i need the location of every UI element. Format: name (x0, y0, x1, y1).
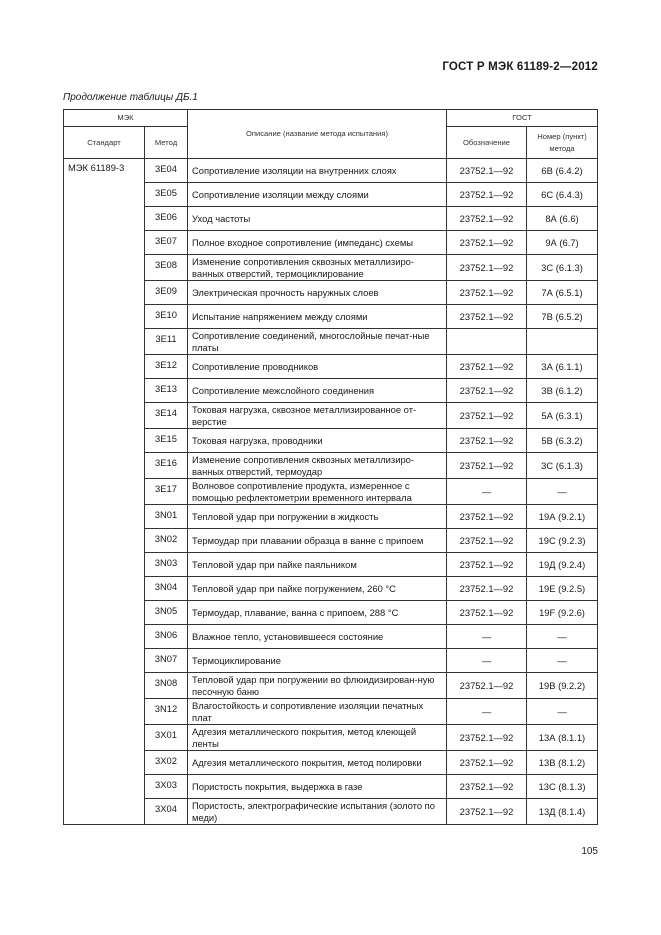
table-row (64, 553, 598, 577)
table-row (64, 775, 598, 799)
cell-designation: 23752.1—92 (447, 207, 527, 231)
cell-method-number: 7В (6.5.2) (527, 305, 598, 329)
cell-description: Сопротивление изоляции на внутренних слоях (188, 159, 447, 183)
cell-method: 3X04 (145, 799, 188, 825)
cell-designation: 23752.1—92 (447, 505, 527, 529)
cell-description: Тепловой удар при погружении в жидкость (188, 505, 447, 529)
cell-standard: МЭК 61189-3 (64, 159, 145, 825)
cell-designation: 23752.1—92 (447, 305, 527, 329)
cell-method-number: 3А (6.1.1) (527, 355, 598, 379)
cell-method-number: 13В (8.1.2) (527, 751, 598, 775)
cell-method: 3N12 (145, 699, 188, 725)
table-row (64, 159, 598, 183)
cell-method: 3E11 (145, 329, 188, 355)
cell-description: Влажное тепло, установившееся состояние (188, 625, 447, 649)
cell-method: 3N01 (145, 505, 188, 529)
cell-method-number: 6В (6.4.2) (527, 159, 598, 183)
cell-method-number: — (527, 699, 598, 725)
cell-method-number: 8А (6.6) (527, 207, 598, 231)
table-row (64, 529, 598, 553)
cell-method: 3X03 (145, 775, 188, 799)
cell-designation: 23752.1—92 (447, 183, 527, 207)
cell-designation: 23752.1—92 (447, 355, 527, 379)
table-row (64, 649, 598, 673)
cell-designation: — (447, 649, 527, 673)
cell-method: 3N02 (145, 529, 188, 553)
cell-method: 3X01 (145, 725, 188, 751)
cell-method-number: — (527, 649, 598, 673)
table-row (64, 207, 598, 231)
cell-method-number: 19В (9.2.2) (527, 673, 598, 699)
cell-designation: 23752.1—92 (447, 529, 527, 553)
page-number: 105 (581, 846, 598, 857)
table-body (64, 159, 598, 825)
cell-description: Токовая нагрузка, сквозное металлизированное от-верстие (188, 403, 447, 429)
cell-method-number: 6С (6.4.3) (527, 183, 598, 207)
cell-method: 3N04 (145, 577, 188, 601)
cell-description: Пористость, электрографические испытания (золото по меди) (188, 799, 447, 825)
cell-description: Сопротивление соединений, многослойные печат-ные платы (188, 329, 447, 355)
table-row (64, 601, 598, 625)
cell-method-number: 7А (6.5.1) (527, 281, 598, 305)
cell-description: Испытание напряжением между слоями (188, 305, 447, 329)
cell-designation: 23752.1—92 (447, 429, 527, 453)
header-method: Метод (145, 127, 188, 159)
cell-designation: 23752.1—92 (447, 775, 527, 799)
cell-method-number: 3С (6.1.3) (527, 255, 598, 281)
cell-method: 3E16 (145, 453, 188, 479)
cell-description: Сопротивление проводников (188, 355, 447, 379)
cell-designation: 23752.1—92 (447, 231, 527, 255)
cell-description: Тепловой удар при пайке погружением, 260 °С (188, 577, 447, 601)
table-row (64, 453, 598, 479)
cell-method: 3E12 (145, 355, 188, 379)
cell-method-number: 9А (6.7) (527, 231, 598, 255)
cell-method-number: 13Д (8.1.4) (527, 799, 598, 825)
cell-method: 3E14 (145, 403, 188, 429)
table-row (64, 577, 598, 601)
cell-method-number: — (527, 479, 598, 505)
header-designation: Обозначение (447, 127, 527, 159)
table-row (64, 479, 598, 505)
table-row (64, 403, 598, 429)
cell-method-number: 3С (6.1.3) (527, 453, 598, 479)
cell-designation (447, 329, 527, 355)
cell-method-number (527, 329, 598, 355)
cell-method: 3N03 (145, 553, 188, 577)
table-row (64, 673, 598, 699)
cell-description: Тепловой удар при пайке паяльником (188, 553, 447, 577)
table-row (64, 429, 598, 453)
cell-method: 3E08 (145, 255, 188, 281)
table-row (64, 355, 598, 379)
cell-method: 3N06 (145, 625, 188, 649)
cell-method: 3N05 (145, 601, 188, 625)
cell-designation: 23752.1—92 (447, 751, 527, 775)
cell-method: 3E09 (145, 281, 188, 305)
cell-method: 3E07 (145, 231, 188, 255)
cell-description: Термоциклирование (188, 649, 447, 673)
header-standard: Стандарт (64, 127, 145, 159)
cell-designation: 23752.1—92 (447, 255, 527, 281)
cell-description: Электрическая прочность наружных слоев (188, 281, 447, 305)
cell-designation: — (447, 699, 527, 725)
cell-description: Изменение сопротивления сквозных металлизиро-ванных отверстий, термоциклирование (188, 255, 447, 281)
table-row (64, 305, 598, 329)
cell-description: Изменение сопротивления сквозных металлизиро-ванных отверстий, термоудар (188, 453, 447, 479)
cell-description: Токовая нагрузка, проводники (188, 429, 447, 453)
cell-description: Адгезия металлического покрытия, метод клеющей ленты (188, 725, 447, 751)
cell-method: 3N08 (145, 673, 188, 699)
table-row (64, 379, 598, 403)
table-row (64, 183, 598, 207)
header-description: Описание (название метода испытания) (188, 110, 447, 159)
table-row (64, 751, 598, 775)
cell-method-number: 13С (8.1.3) (527, 775, 598, 799)
cell-description: Сопротивление межслойного соединения (188, 379, 447, 403)
cell-description: Термоудар, плавание, ванна с припоем, 288 °С (188, 601, 447, 625)
cell-method: 3E13 (145, 379, 188, 403)
cell-method-number: 19F (9.2.6) (527, 601, 598, 625)
cell-designation: 23752.1—92 (447, 281, 527, 305)
cell-method-number: 19С (9.2.3) (527, 529, 598, 553)
table-row (64, 329, 598, 355)
cell-designation: 23752.1—92 (447, 799, 527, 825)
cell-method: 3E17 (145, 479, 188, 505)
cell-method-number: 5А (6.3.1) (527, 403, 598, 429)
cell-designation: 23752.1—92 (447, 725, 527, 751)
cell-method-number: 19А (9.2.1) (527, 505, 598, 529)
table-row (64, 231, 598, 255)
table-row (64, 799, 598, 825)
table-row (64, 725, 598, 751)
cell-designation: 23752.1—92 (447, 601, 527, 625)
cell-method-number: 19Д (9.2.4) (527, 553, 598, 577)
cell-method: 3E06 (145, 207, 188, 231)
table-row (64, 625, 598, 649)
cell-designation: 23752.1—92 (447, 453, 527, 479)
cell-method-number: 13А (8.1.1) (527, 725, 598, 751)
table-caption: Продолжение таблицы ДБ.1 (63, 92, 198, 103)
table-row (64, 255, 598, 281)
cell-description: Пористость покрытия, выдержка в газе (188, 775, 447, 799)
cell-description: Уход частоты (188, 207, 447, 231)
cell-description: Влагостойкость и сопротивление изоляции печатных плат (188, 699, 447, 725)
cell-method: 3E04 (145, 159, 188, 183)
table-row (64, 281, 598, 305)
cell-method-number: 5В (6.3.2) (527, 429, 598, 453)
cell-designation: 23752.1—92 (447, 577, 527, 601)
table-row (64, 699, 598, 725)
cell-designation: 23752.1—92 (447, 379, 527, 403)
cell-description: Адгезия металлического покрытия, метод полировки (188, 751, 447, 775)
cell-description: Сопротивление изоляции между слоями (188, 183, 447, 207)
cell-description: Полное входное сопротивление (импеданс) схемы (188, 231, 447, 255)
header-method-number: Номер (пункт) метода (527, 127, 598, 159)
cell-method: 3N07 (145, 649, 188, 673)
cell-method: 3E10 (145, 305, 188, 329)
cell-method-number: 3В (6.1.2) (527, 379, 598, 403)
cell-method-number: — (527, 625, 598, 649)
document-code: ГОСТ Р МЭК 61189-2—2012 (442, 61, 598, 73)
cell-designation: — (447, 479, 527, 505)
cell-designation: 23752.1—92 (447, 553, 527, 577)
cell-method: 3X02 (145, 751, 188, 775)
cell-designation: 23752.1—92 (447, 673, 527, 699)
cell-method: 3E15 (145, 429, 188, 453)
methods-table (63, 109, 598, 825)
cell-designation: 23752.1—92 (447, 403, 527, 429)
header-iec-group: МЭК (64, 110, 188, 127)
cell-description: Тепловой удар при погружении во флюидизирован-ную песочную баню (188, 673, 447, 699)
cell-designation: 23752.1—92 (447, 159, 527, 183)
cell-method: 3E05 (145, 183, 188, 207)
cell-method-number: 19Е (9.2.5) (527, 577, 598, 601)
table-row (64, 505, 598, 529)
cell-designation: — (447, 625, 527, 649)
cell-description: Термоудар при плавании образца в ванне с припоем (188, 529, 447, 553)
header-gost-group: ГОСТ (447, 110, 598, 127)
cell-description: Волновое сопротивление продукта, измеренное с помощью рефлектометрии временного интервала (188, 479, 447, 505)
